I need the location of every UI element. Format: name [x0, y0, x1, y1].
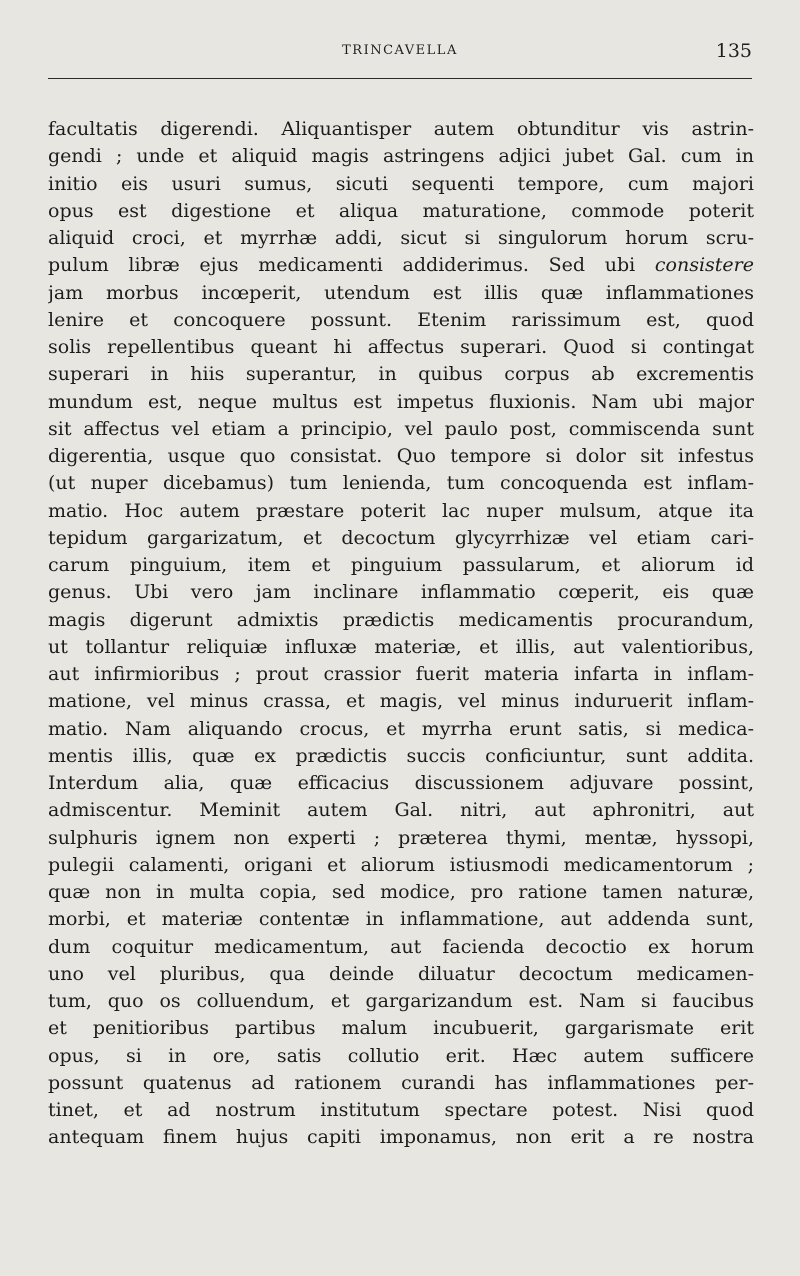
text-line: quæ non in multa copia, sed modice, pro ratione tamen naturæ, — [48, 881, 754, 903]
text-line: digerentia, usque quo consistat. Quo tempore si dolor sit infestus — [48, 445, 754, 467]
text-line: uno vel pluribus, qua deinde diluatur decoctum medicamen- — [48, 962, 754, 985]
text-line: aut infirmioribus ; prout crassior fuerit materia infarta in inflam- — [48, 663, 754, 685]
text-line: aliquid croci, et myrrhæ addi, sicut si singulorum horum scru- — [48, 227, 754, 249]
text-line: Interdum alia, quæ efficacius discussionem adjuvare possint, — [48, 772, 754, 794]
text-line-with-italic — [48, 252, 754, 279]
text-line: magis digerunt admixtis prædictis medicamentis procurandum, — [48, 608, 754, 631]
text-line: pulegii calamenti, origani et aliorum istiusmodi medicamentorum ; — [48, 853, 754, 876]
text-line: sit affectus vel etiam a principio, vel paulo post, commiscenda sunt — [48, 417, 754, 440]
body-text — [48, 116, 754, 1152]
text-line: matione, vel minus crassa, et magis, vel minus induruerit inflam- — [48, 690, 754, 713]
italic-word: consistere — [654, 254, 754, 277]
text-line: genus. Ubi vero jam inclinare inflammatio cœperit, eis quæ — [48, 581, 754, 604]
running-head-title: TRINCAVELLA — [342, 43, 458, 58]
text-line: mundum est, neque multus est impetus fluxionis. Nam ubi major — [48, 390, 754, 413]
header-rule — [48, 78, 752, 79]
text-line: tepidum gargarizatum, et decoctum glycyrrhizæ vel etiam cari- — [48, 526, 754, 549]
text-line: tum, quo os colluendum, et gargarizandum est. Nam si faucibus — [48, 990, 754, 1012]
text-line: morbi, et materiæ contentæ in inflammatione, aut addenda sunt, — [48, 908, 754, 931]
text-line-prefix: pulum libræ ejus medicamenti addiderimus. Sed ubi — [48, 254, 655, 277]
text-line: dum coquitur medicamentum, aut facienda decoctio ex horum — [48, 935, 754, 958]
text-line: mentis illis, quæ ex prædictis succis conficiuntur, sunt addita. — [48, 744, 754, 767]
text-line: superari in hiis superantur, in quibus corpus ab excrementis — [48, 363, 754, 386]
text-line: solis repellentibus queant hi affectus superari. Quod si contingat — [48, 336, 754, 358]
text-line: sulphuris ignem non experti ; præterea thymi, mentæ, hyssopi, — [48, 826, 754, 849]
text-line: opus est digestione et aliqua maturatione, commode poterit — [48, 199, 754, 222]
text-line: facultatis digerendi. Aliquantisper autem obtunditur vis astrin- — [48, 118, 754, 140]
text-line: carum pinguium, item et pinguium passularum, et aliorum id — [48, 554, 754, 576]
text-line: matio. Nam aliquando crocus, et myrrha erunt satis, si medica- — [48, 717, 754, 740]
text-line: antequam finem hujus capiti imponamus, non erit a re nostra — [48, 1126, 754, 1149]
text-line: gendi ; unde et aliquid magis astringens adjici jubet Gal. cum in — [48, 145, 754, 168]
text-line: matio. Hoc autem præstare poterit lac nuper mulsum, atque ita — [48, 499, 754, 522]
page-number: 135 — [715, 40, 752, 62]
text-line: jam morbus incœperit, utendum est illis quæ inflammationes — [48, 281, 754, 304]
running-head — [48, 40, 752, 64]
text-line: admiscentur. Meminit autem Gal. nitri, aut aphronitri, aut — [48, 799, 754, 822]
text-line: possunt quatenus ad rationem curandi has inflammationes per- — [48, 1071, 754, 1094]
text-line: (ut nuper dicebamus) tum lenienda, tum concoquenda est inflam- — [48, 472, 754, 495]
text-line: opus, si in ore, satis collutio erit. Hæc autem sufficere — [48, 1044, 754, 1067]
text-line: ut tollantur reliquiæ influxæ materiæ, et illis, aut valentioribus, — [48, 635, 754, 658]
text-line: lenire et concoquere possunt. Etenim rarissimum est, quod — [48, 308, 754, 331]
text-line: initio eis usuri sumus, sicuti sequenti tempore, cum majori — [48, 172, 754, 195]
text-line: et penitioribus partibus malum incubuerit, gargarismate erit — [48, 1017, 754, 1040]
text-line: tinet, et ad nostrum institutum spectare potest. Nisi quod — [48, 1099, 754, 1121]
